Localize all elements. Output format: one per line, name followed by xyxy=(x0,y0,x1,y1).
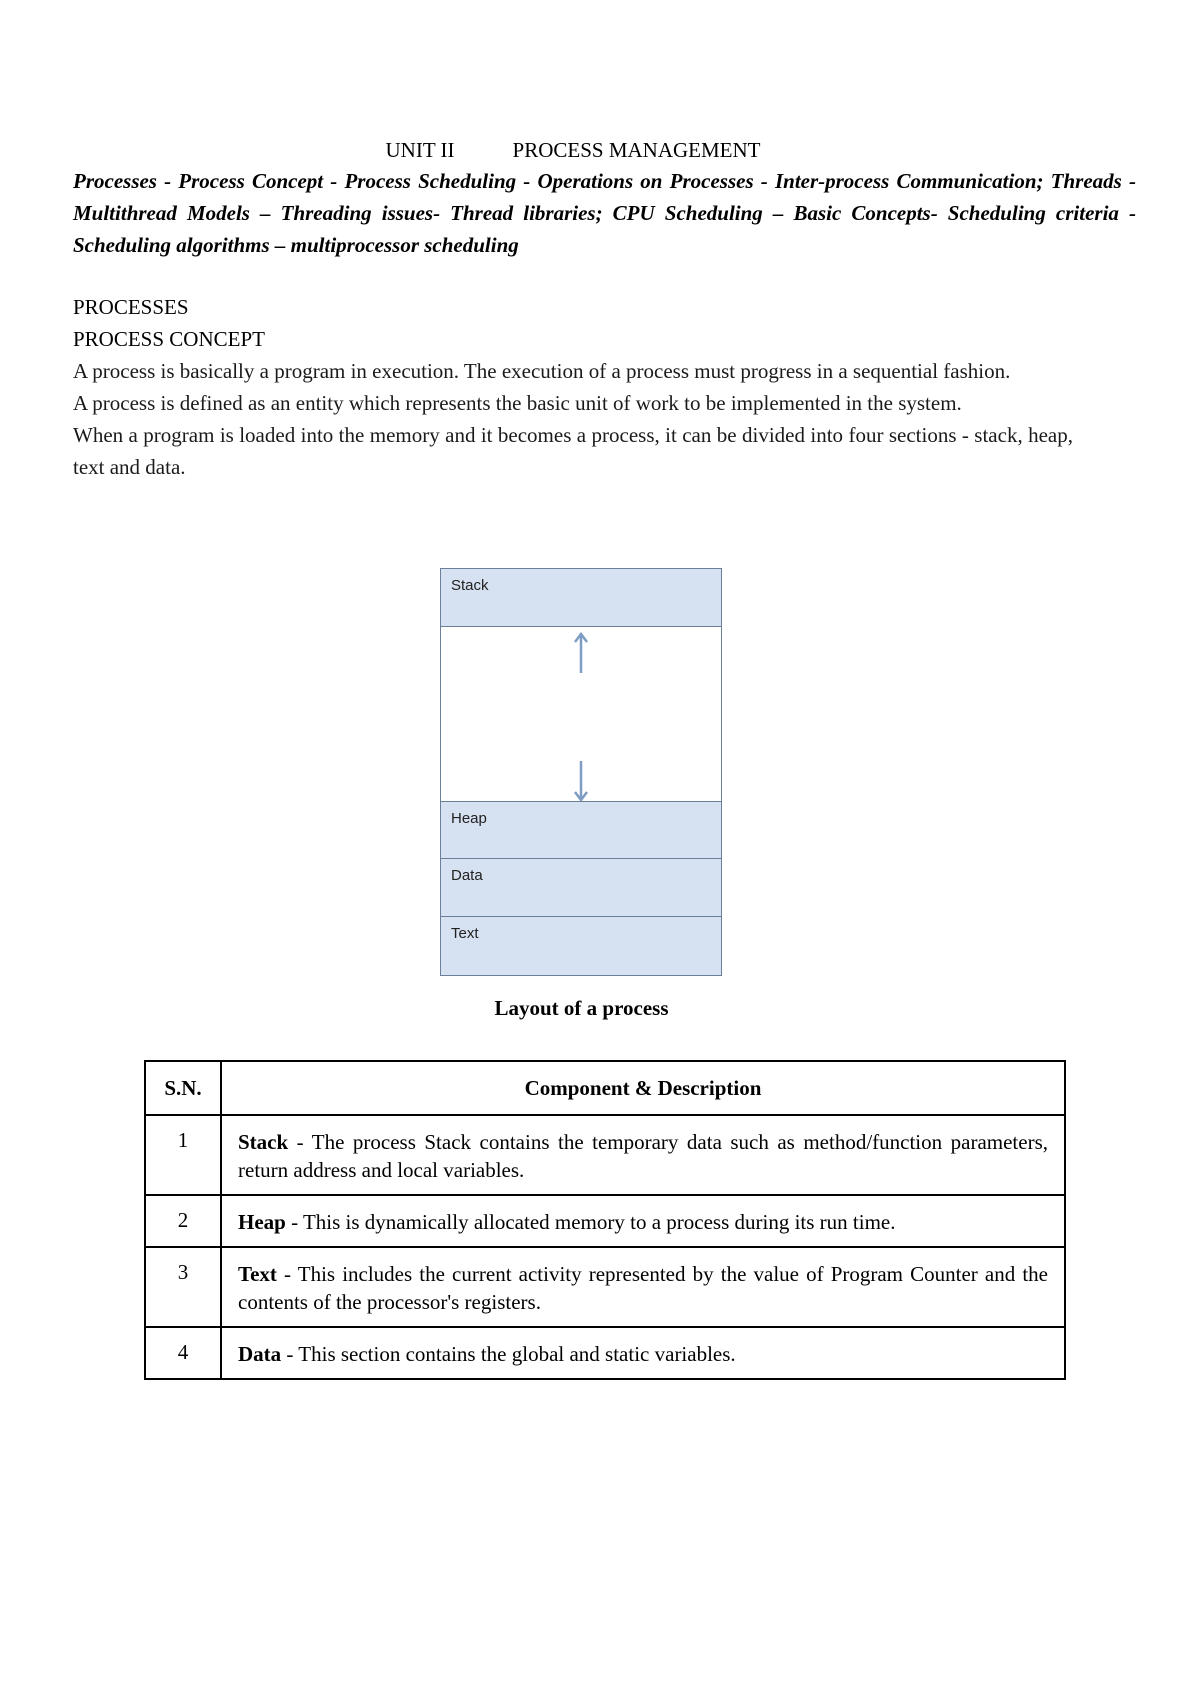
heading-processes: PROCESSES xyxy=(73,295,189,319)
data-label: Data xyxy=(451,867,483,884)
row-number: 1 xyxy=(145,1115,221,1195)
header-sn: S.N. xyxy=(145,1061,221,1115)
row-term: Data xyxy=(238,1342,282,1366)
row-term: Heap xyxy=(238,1210,286,1234)
heading-process-concept: PROCESS CONCEPT xyxy=(73,327,265,351)
row-text: - This is dynamically allocated memory to a process during its run time. xyxy=(285,1210,896,1234)
row-description xyxy=(221,1195,1065,1247)
data-segment xyxy=(441,859,721,917)
stack-segment xyxy=(441,569,721,627)
stack-label: Stack xyxy=(451,577,489,594)
heap-label: Heap xyxy=(451,810,487,827)
row-description xyxy=(221,1115,1065,1195)
document-page xyxy=(73,135,1136,483)
table-header-row xyxy=(145,1061,1065,1115)
table-row xyxy=(145,1247,1065,1327)
unit-number: UNIT II xyxy=(385,138,455,162)
heap-segment xyxy=(441,801,721,859)
row-text: - The process Stack contains the temporary data such as method/function parameters, return address and local variables. xyxy=(238,1130,1048,1182)
row-description xyxy=(221,1247,1065,1327)
row-text: - This includes the current activity represented by the value of Program Counter and the contents of the processor's registers. xyxy=(238,1262,1048,1314)
figure-caption: Layout of a process xyxy=(494,996,669,1020)
row-number: 4 xyxy=(145,1327,221,1379)
table-row xyxy=(145,1195,1065,1247)
text-label: Text xyxy=(451,925,479,942)
row-text: - This section contains the global and static variables. xyxy=(281,1342,736,1366)
paragraph-entity: A process is defined as an entity which represents the basic unit of work to be implemented in the system. xyxy=(73,391,962,415)
table-row xyxy=(145,1327,1065,1379)
row-number: 3 xyxy=(145,1247,221,1327)
row-term: Stack xyxy=(238,1130,289,1154)
components-table xyxy=(144,1060,1066,1380)
syllabus-summary: Processes - Process Concept - Process Scheduling - Operations on Processes - Inter-process Communication; Threads - Multithread Models – Threading issues- Thread libraries; CPU Scheduling – Basic Concepts- Scheduling criteria - Scheduling algorithms – multiprocessor scheduling xyxy=(73,169,1136,257)
unit-title xyxy=(73,135,1073,165)
arrow-up-icon xyxy=(572,631,590,675)
row-term: Text xyxy=(238,1262,277,1286)
row-number: 2 xyxy=(145,1195,221,1247)
row-description xyxy=(221,1327,1065,1379)
text-segment xyxy=(441,917,721,975)
header-description: Component & Description xyxy=(221,1061,1065,1115)
arrow-down-icon xyxy=(572,759,590,803)
unit-name: PROCESS MANAGEMENT xyxy=(512,138,761,162)
table-row xyxy=(145,1115,1065,1195)
paragraph-definition: A process is basically a program in execution. The execution of a process must progress in a sequential fashion. xyxy=(73,359,1011,383)
paragraph-sections: When a program is loaded into the memory and it becomes a process, it can be divided into four sections - stack, heap, text and data. xyxy=(73,423,1073,479)
process-layout-diagram xyxy=(440,568,722,976)
